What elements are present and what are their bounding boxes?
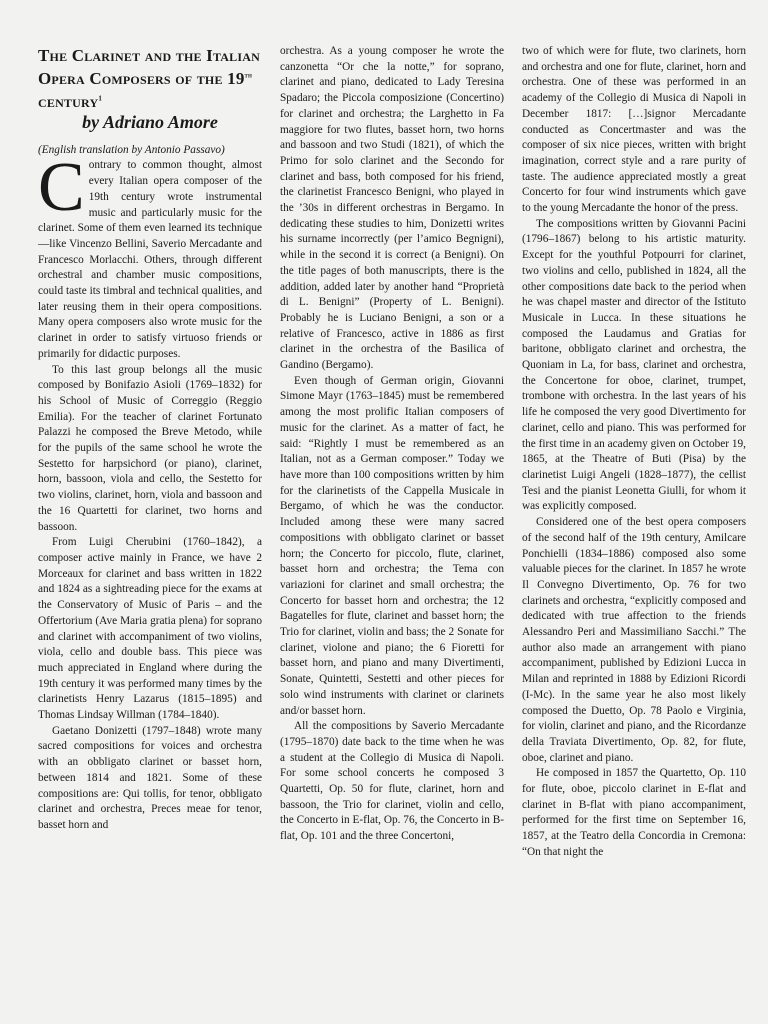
paragraph: To this last group belongs all the music composed by Bonifazio Asioli (1769–1832) for his School of Music of Correggio (Reggio Emilia). For the teacher of clarinet Fortunato Palazzi he composed the Breve Metodo, while for the pupils of the same school he wrote the Sestetto for harpsichord (or piano), clarinet, horn, bassoon, viola and cello, the Sestetto for two violins, clarinet, horn, viola and bassoon and the 16 Quartetti for clarinet, two horns and bassoon. [38,363,262,533]
paragraph: two of which were for flute, two clarinets, horn and orchestra and one for flute, clarinet, horn and orchestra. One of these was performed in an academy of the Collegio di Musica di Napoli in December 1817: […]signor Mercadante conducted as Concertmaster and was the composer of six nice pieces, written with bright imagination, correct style and a rare purity of taste. The audience appreciated mostly a great Concerto for four wind instruments which gave to the young Mercadante the honor of the press. [522,45,746,215]
paragraph: All the compositions by Saverio Mercadante (1795–1870) date back to the time when he was a student at the Collegio di Musica di Napoli. For some school concerts he composed 3 Quartetti, Op. 50 for flute, clarinet, horn and bassoon, the Trio for clarinet, violin and cello, the Concerto in E-flat, Op. 76, the Concerto in B-flat, Op. 101 and the three Concertoni, [280,720,505,843]
paragraph: orchestra. As a young composer he wrote the canzonetta “Or che la notte,” for soprano, clarinet and piano, dedicated to Lady Teresina Spadaro; the Piccola composizione (Concertino) for clarinet and orchestra; the Larghetto in Fa maggiore for two flutes, basset horn, two horns and bassoon and two Studi (1821), of which the Primo for solo clarinet and the Secondo for clarinet and bass, both composed for his friend, the clarinetist Francesco Benigni, who played in the ’30s in different orchestras in Bergamo. In dedicating these studies to him, Donizetti writes his surname incorrectly (per l’amico Begnigni), while in the second it is correct (a Benigni). On the title pages of both manuscripts, there is the addition, added later by another hand “Proprietà di L. Benigni” (Property of L. Benigni). Probably he is Luciano Benigni, a son or a relative of Francesco, active in 1886 as first clarinet in the orchestra of the Basilica of Gandino (Bergamo). [280,45,504,372]
translation-note: (English translation by Antonio Passavo) [38,143,225,156]
column-1 [38,44,262,1024]
paragraph: The compositions written by Giovanni Pacini (1796–1867) belong to his artistic maturity. Except for the youthful Potpourri for clarinet, two violins and cello, published in 1824, all the other compositions date back to the period when he was chapel master and director of the Istituto Musicale in Lucca. In these situations he composed the Laudamus and Gratias for baritone, obbligato clarinet and orchestra, the Quoniam in La, for bass, clarinet and orchestra, the Concertone for oboe, clarinet, trumpet, trombone with orchestra. In the last years of his life he composed the very good Divertimento for clarinet, cello and piano. This was performed for the first time in an academy given on October 19, 1865, at the Theatre of Buti (Pisa) by the clarinetist Luigi Angeli (1828–1877), the cellist Tesi and the pianist Leonetta Giulli, for whom it was explicitly composed. [522,217,746,513]
article-author: by Adriano Amore [82,112,218,132]
paragraph: Considered one of the best opera composers of the second half of the 19th century, Amilcare Ponchielli (1834–1886) composed also some valuable pieces for the clarinet. In 1857 he wrote Il Convegno Divertimento, Op. 76 for two clarinets and orchestra, “explicitly composed and dedicated with true affection to the friends Alessandro Peri and Massimiliano Sacchi.” The author also made an arrangement with piano accompaniment, published by Edizioni Lucca in Milan and reprinted in 1888 by Edizioni Ricordi (I-Mc). In the same year he also most likely composed the Duetto, Op. 78 Paolo e Virginia, for violin, clarinet and piano, and the Ricordanze della Traviata Divertimento, Op. 82, for flute, oboe, clarinet and piano. [522,516,746,764]
paragraph: From Luigi Cherubini (1760–1842), a composer active mainly in France, we have 2 Morceaux for clarinet and bass written in 1822 and 1824 as a sightreading piece for the exams at the Conservatory of Music of Paris – and the Offertorium (Ave Maria gratia plena) for soprano and clarinet with accompaniment of two violins, viola, cello and double bass. This piece was much appreciated in England where during the 19th century it was performed many times by the clarinetists Henry Lazarus (1815–1895) and Thomas Lindsay Willman (1784–1840). [38,536,262,722]
paragraph: Gaetano Donizetti (1797–1848) wrote many sacred compositions for voices and orchestra with an obbligato clarinet or basset horn, between 1814 and 1821. Some of these compositions are: Qui tollis, for tenor, obbligato clarinet and orchestra, Preces meae for tenor, basset horn and [38,724,262,831]
paragraph: Contrary to common thought, almost every Italian opera composer of the 19th century wrote instrumental music and particularly music for the clarinet. Some of them even learned its technique—like Vincenzo Bellini, Saverio Mercadante and Francesco Morlacchi. Others, through different orchestral and chamber music compositions, could taste its timbral and technical qualities, and later reusing them in their opera compositions. Many opera composers also wrote music for the clarinet in order to satisfy virtuoso friends or primarily for didactic purposes. [38,149,262,360]
paragraph: He composed in 1857 the Quartetto, Op. 110 for flute, oboe, piccolo clarinet in E-flat and clarinet in B-flat with piano accompaniment, performed for the first time on September 16, 1857, at the Teatro della Concordia in Cremona: “On that night the [522,767,746,858]
paragraph: Even though of German origin, Giovanni Simone Mayr (1763–1845) must be remembered among the most prolific Italian composers of music for the clarinet. As a matter of fact, he said: “Rightly I must be remembered as an Italian, not as a German composer.” Today we have more than 100 compositions written by him for the clarinetists of the Cappella Musicale in Bergamo, of which he was the conductor. Included among these were many sacred compositions with obbligato clarinet or basset horn; the Concerto for piccolo, flute, clarinet, basset horn and orchestra; the Tema con variazioni for clarinet and small orchestra; the Concerto for basset horn and orchestra; the 12 Bagatelles for flute, clarinet and basset horn; the Trio for clarinet, violin and bass; the 2 Sonate for clarinet, violone and piano; the 6 Fioretti for basset horn, and piano and many Divertimenti, Sonate, Quintetti, Sestetti and other pieces for solo wind instruments with clarinet or clarinets and/or basset horn. [280,374,504,717]
article-title: The Clarinet and the Italian Opera Composers of the 19th century$^1$ [38,46,260,111]
column-3 [522,44,746,1024]
drop-cap: C [38,149,85,227]
column-2 [280,44,504,1024]
